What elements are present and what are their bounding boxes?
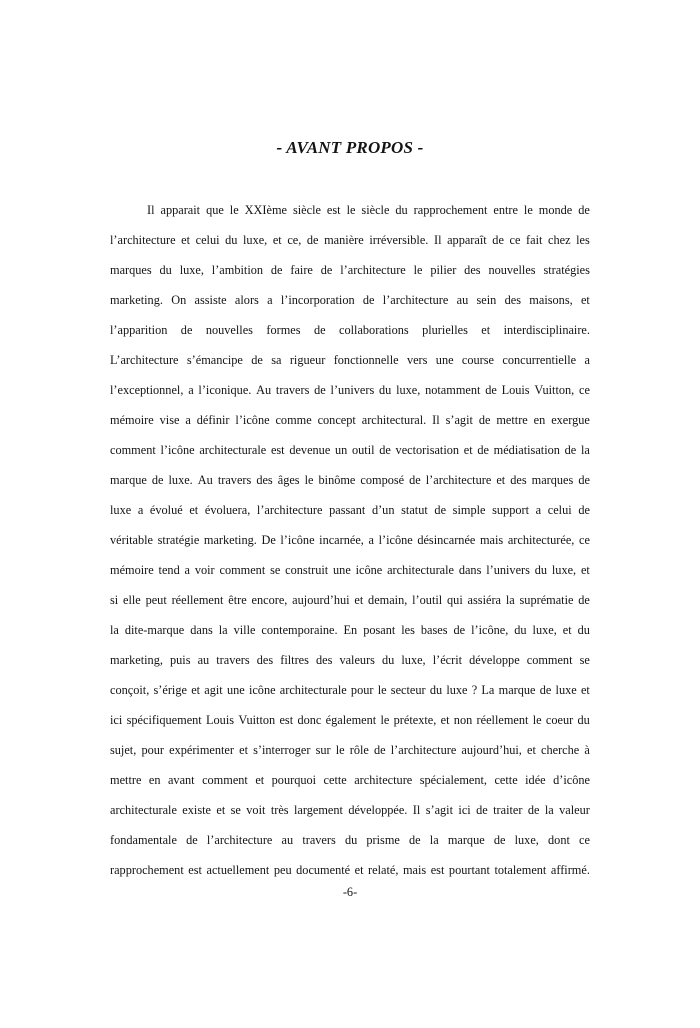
paragraph-line: fondamentale de l’architecture au travers du prisme de la marque de luxe, dont ce — [110, 833, 590, 847]
paragraph-line: la dite-marque dans la ville contemporaine. En posant les bases de l’icône, du luxe, et du — [110, 623, 590, 637]
page-title: - AVANT PROPOS - — [276, 138, 424, 157]
paragraph-line: l’apparition de nouvelles formes de collaborations plurielles et interdisciplinaire. — [110, 323, 590, 337]
paragraph-line: si elle peut réellement être encore, aujourd’hui et demain, l’outil qui assiéra la suprématie de — [110, 593, 590, 607]
paragraph-line: véritable stratégie marketing. De l’icône incarnée, a l’icône désincarnée mais architecturée, ce — [110, 533, 590, 547]
paragraph-line: mémoire vise a définir l’icône comme concept architectural. Il s’agit de mettre en exergue — [110, 413, 590, 427]
paragraph-line: architecturale existe et se voit très largement développée. Il s’agit ici de traiter de la valeur — [110, 803, 590, 817]
paragraph-line: marketing. On assiste alors a l’incorporation de l’architecture au sein des maisons, et — [110, 293, 590, 307]
paragraph-line: marques du luxe, l’ambition de faire de l’architecture le pilier des nouvelles stratégies — [110, 263, 590, 277]
paragraph-line: ici spécifiquement Louis Vuitton est donc également le prétexte, et non réellement le coeur du — [110, 713, 590, 727]
paragraph-line: mettre en avant comment et pourquoi cette architecture spécialement, cette idée d’icône — [110, 773, 590, 787]
paragraph-line: marque de luxe. Au travers des âges le binôme composé de l’architecture et des marques de — [110, 473, 590, 487]
paragraph-line: rapprochement est actuellement peu documenté et relaté, mais est pourtant totalement affirmé. — [110, 863, 590, 877]
paragraph-line: L’architecture s’émancipe de sa rigueur fonctionnelle vers une course concurrentielle a — [110, 353, 590, 367]
body-paragraph — [110, 195, 590, 885]
paragraph-line: l’exceptionnel, a l’iconique. Au travers de l’univers du luxe, notamment de Louis Vuitton, ce — [110, 383, 590, 397]
paragraph-line: mémoire tend a voir comment se construit une icône architecturale dans l’univers du luxe, et — [110, 563, 590, 577]
paragraph-line: luxe a évolué et évoluera, l’architecture passant d’un statut de simple support a celui de — [110, 503, 590, 517]
paragraph-line: sujet, pour expérimenter et s’interroger sur le rôle de l’architecture aujourd’hui, et cherche à — [110, 743, 590, 757]
paragraph-line: marketing, puis au travers des filtres des valeurs du luxe, l’écrit développe comment se — [110, 653, 590, 667]
page-number: -6- — [342, 885, 358, 899]
paragraph-line: Il apparait que le XXIème siècle est le siècle du rapprochement entre le monde de — [147, 203, 590, 217]
paragraph-line: l’architecture et celui du luxe, et ce, de manière irréversible. Il apparaît de ce fait chez les — [110, 233, 590, 247]
paragraph-line: comment l’icône architecturale est devenue un outil de vectorisation et de médiatisation de la — [110, 443, 590, 457]
paragraph-line: conçoit, s’érige et agit une icône architecturale pour le secteur du luxe ? La marque de luxe et — [110, 683, 590, 697]
